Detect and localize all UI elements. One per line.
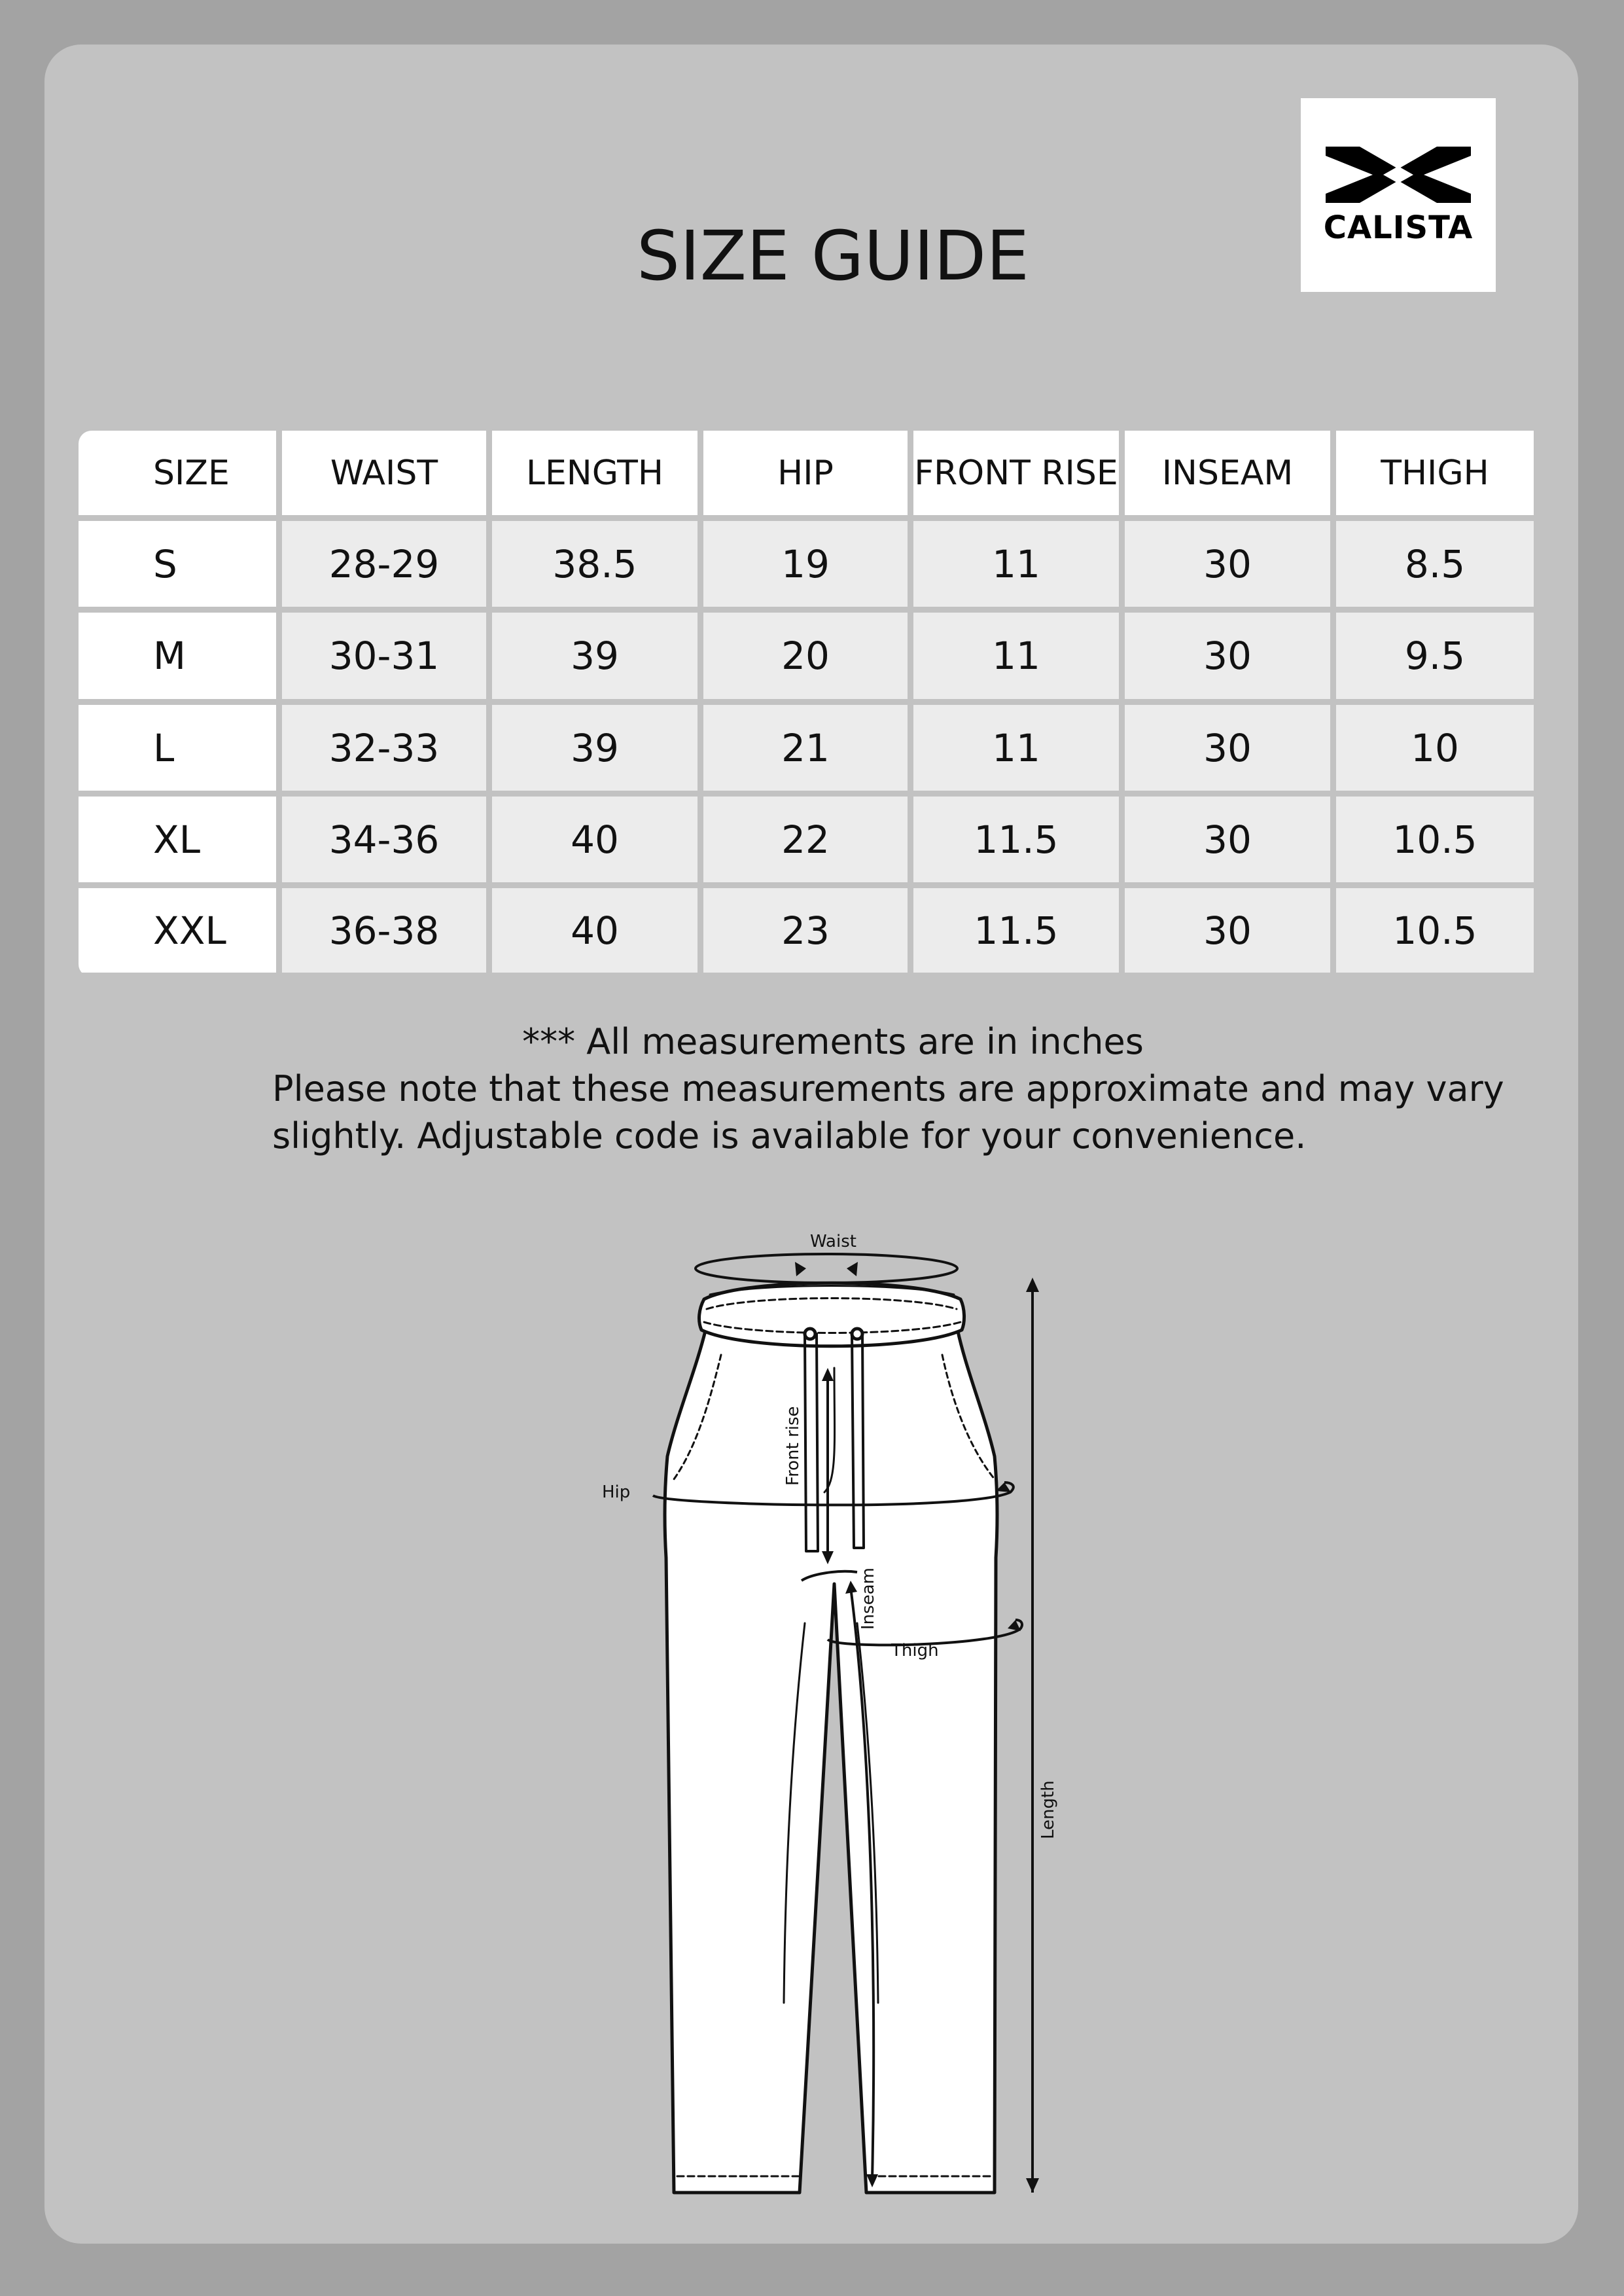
table-header-length: LENGTH — [492, 431, 697, 515]
table-cell: 30 — [1125, 613, 1330, 699]
table-cell: 10 — [1336, 705, 1534, 791]
table-header-hip: HIP — [703, 431, 908, 515]
table-header-front-rise: FRONT RISE — [913, 431, 1119, 515]
table-cell: 9.5 — [1336, 613, 1534, 699]
table-header-inseam: INSEAM — [1125, 431, 1330, 515]
page-title: SIZE GUIDE — [637, 216, 1029, 296]
table-header-waist: WAIST — [282, 431, 486, 515]
table-cell: 21 — [703, 705, 908, 791]
table-header-thigh: THIGH — [1336, 431, 1534, 515]
table-cell-size: L — [79, 705, 276, 791]
table-cell: 20 — [703, 613, 908, 699]
table-cell: 40 — [492, 888, 697, 973]
table-cell: 36-38 — [282, 888, 486, 973]
table-cell: 8.5 — [1336, 521, 1534, 607]
table-cell: 23 — [703, 888, 908, 973]
table-cell: 39 — [492, 613, 697, 699]
table-cell: 11.5 — [913, 888, 1119, 973]
waist-measure-ring — [696, 1254, 957, 1283]
table-cell: 34-36 — [282, 797, 486, 882]
table-cell: 11 — [913, 705, 1119, 791]
length-arrow-bottom — [1026, 2178, 1039, 2193]
size-table — [79, 431, 1551, 977]
table-cell: 40 — [492, 797, 697, 882]
table-cell: 28-29 — [282, 521, 486, 607]
brand-name: CALISTA — [1323, 209, 1474, 246]
table-cell-size: XXL — [79, 888, 276, 973]
table-cell: 22 — [703, 797, 908, 882]
approximation-note-line-2: slightly. Adjustable code is available for your convenience. — [272, 1115, 1307, 1157]
table-cell: 30 — [1125, 521, 1330, 607]
table-cell: 38.5 — [492, 521, 697, 607]
inseam-label: Inseam — [858, 1568, 878, 1630]
table-cell: 11 — [913, 521, 1119, 607]
front-rise-label: Front rise — [783, 1406, 803, 1486]
table-cell: 30 — [1125, 705, 1330, 791]
length-arrow-top — [1026, 1278, 1039, 1292]
approximation-note-line-1: Please note that these measurements are approximate and may vary — [272, 1068, 1504, 1109]
table-cell: 30-31 — [282, 613, 486, 699]
pants-outline — [665, 1325, 997, 2193]
table-header-size: SIZE — [79, 431, 276, 515]
table-cell: 10.5 — [1336, 888, 1534, 973]
waist-label: Waist — [810, 1232, 856, 1251]
table-cell-size: M — [79, 613, 276, 699]
table-cell: 10.5 — [1336, 797, 1534, 882]
table-cell: 39 — [492, 705, 697, 791]
table-cell: 19 — [703, 521, 908, 607]
length-label: Length — [1038, 1780, 1058, 1839]
table-cell: 30 — [1125, 888, 1330, 973]
hip-label: Hip — [602, 1482, 631, 1502]
table-cell: 32-33 — [282, 705, 486, 791]
table-cell: 30 — [1125, 797, 1330, 882]
pants-measurement-diagram — [576, 1217, 1125, 2212]
waistband — [699, 1283, 964, 1346]
calista-logo-icon — [1326, 147, 1471, 203]
table-cell-size: S — [79, 521, 276, 607]
table-cell: 11 — [913, 613, 1119, 699]
table-cell-size: XL — [79, 797, 276, 882]
thigh-label: Thigh — [891, 1641, 939, 1660]
unit-note: *** All measurements are in inches — [522, 1021, 1144, 1062]
table-cell: 11.5 — [913, 797, 1119, 882]
